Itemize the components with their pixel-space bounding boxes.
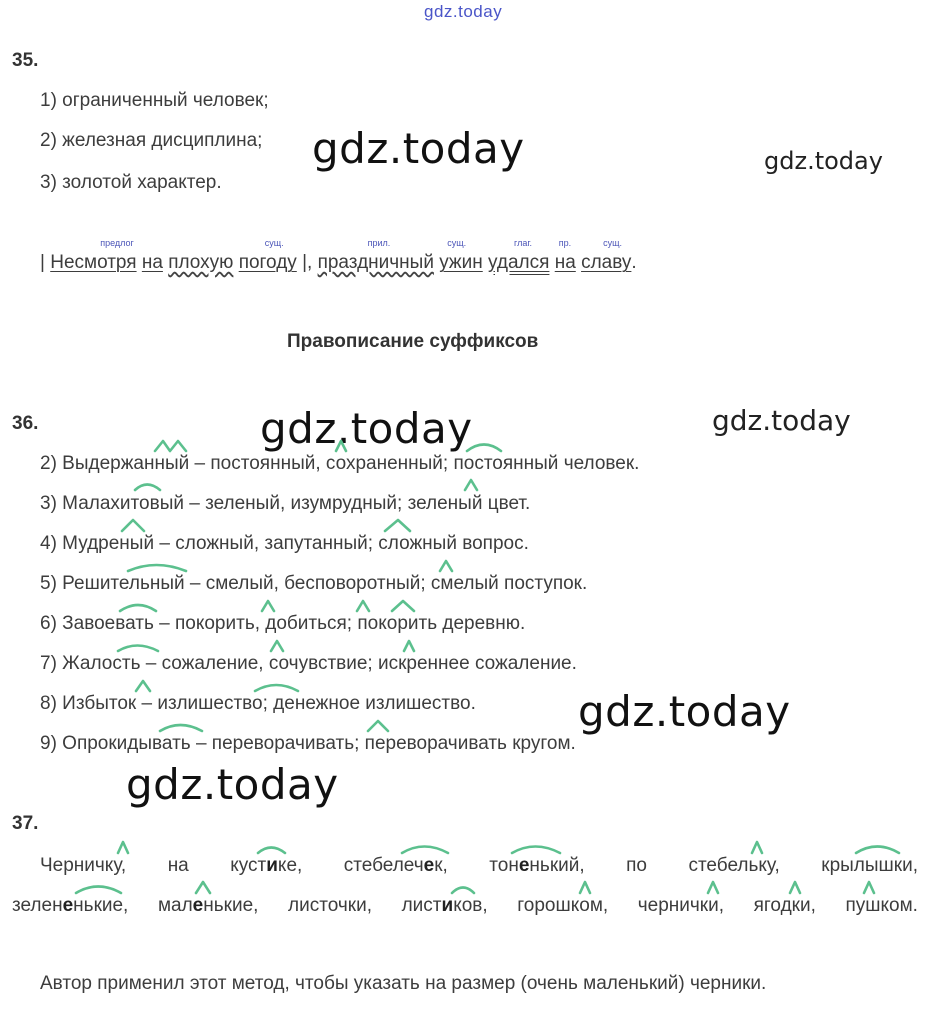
suffix-mark — [368, 721, 388, 731]
list-item: 6) Завоевать – покорить, добиться; покорить деревню. — [40, 613, 526, 634]
word-noun: сущ. славу — [581, 238, 632, 273]
suffix-mark — [392, 601, 414, 611]
pos-tag: сущ. — [447, 238, 467, 248]
pos-tag: прил. — [367, 238, 391, 248]
suffix-mark — [196, 882, 210, 893]
bold-vowel: е — [518, 855, 530, 876]
word-preposition: пр. на — [554, 238, 576, 273]
word-noun: сущ. погоду — [238, 238, 297, 273]
suffix-mark — [465, 480, 477, 490]
watermark-large: gdz.today — [260, 404, 473, 453]
word: стебельку, — [688, 855, 780, 876]
suffix-mark — [76, 887, 121, 894]
word: листиков, — [401, 895, 488, 916]
watermark-large: gdz.today — [578, 687, 791, 736]
suffix-mark — [120, 605, 156, 611]
suffix-mark — [752, 842, 762, 853]
bold-vowel: е — [423, 855, 435, 876]
list-item: 9) Опрокидывать – переворачивать; переворачивать кругом. — [40, 733, 576, 754]
pos-tag: сущ. — [603, 238, 622, 248]
suffix-mark — [122, 520, 144, 531]
word: кустике, — [230, 855, 303, 876]
suffix-mark — [255, 685, 298, 691]
suffix-mark — [708, 882, 718, 893]
watermark-top: gdz.today — [424, 2, 503, 21]
word: горошком, — [517, 895, 609, 916]
word: крылышки, — [821, 855, 918, 876]
word: пушком. — [845, 895, 918, 916]
suffix-mark — [262, 601, 274, 611]
word-adjective: прил. праздничный — [317, 238, 434, 273]
watermark-large: gdz.today — [312, 124, 525, 173]
clause-bar: |, — [302, 252, 313, 273]
word: зелененькие, — [12, 895, 129, 916]
word-subject: сущ. ужин — [439, 238, 483, 273]
exercise-number: 36. — [12, 413, 39, 434]
exercise-number: 37. — [12, 813, 39, 834]
pos-tag: глаг. — [514, 238, 533, 248]
suffix-mark — [440, 561, 452, 571]
word-predicate: глаг. удался — [488, 238, 550, 273]
watermark-medium: gdz.today — [712, 404, 851, 437]
suffix-mark — [258, 848, 285, 854]
list-item: 2) Выдержанный – постоянный, сохраненный; постоянный человек. — [40, 453, 640, 474]
suffix-mark — [580, 882, 590, 893]
clause-bar: | — [40, 252, 45, 273]
parsed-sentence: | предлог Несмотря на плохую сущ. погоду |, прил. праздничный сущ. ужин глаг. удался пр. на сущ. славу. — [40, 238, 637, 273]
bold-vowel: и — [266, 855, 278, 876]
word-adjective: плохую — [168, 252, 234, 273]
bold-vowel: е — [62, 895, 74, 916]
suffix-mark — [512, 847, 560, 854]
list-item: 8) Избыток – излишество; денежное излишество. — [40, 693, 476, 714]
watermark-large: gdz.today — [126, 760, 339, 809]
word: на — [167, 855, 189, 876]
suffix-mark — [402, 847, 448, 854]
suffix-mark — [385, 520, 410, 531]
suffix-mark — [864, 882, 874, 893]
suffix-mark — [790, 882, 800, 893]
suffix-mark — [357, 601, 369, 611]
suffix-mark — [155, 441, 186, 451]
suffix-mark — [128, 565, 186, 571]
section-heading: Правописание суффиксов — [287, 331, 539, 352]
exercise-number: 35. — [12, 50, 39, 71]
suffix-mark — [404, 641, 414, 651]
list-item: 3) золотой характер. — [40, 172, 222, 193]
word: Черничку, — [40, 855, 127, 876]
suffix-mark — [160, 725, 202, 731]
list-item: 2) железная дисциплина; — [40, 130, 263, 151]
suffix-mark — [336, 441, 346, 451]
suffix-mark — [135, 485, 160, 491]
word: листочки, — [288, 895, 372, 916]
list-item: 5) Решительный – смелый, бесповоротный; смелый поступок. — [40, 573, 588, 594]
word: по — [626, 855, 647, 876]
suffix-mark — [118, 842, 128, 853]
suffix-mark — [118, 646, 158, 652]
word: ягодки, — [753, 895, 816, 916]
suffix-mark — [467, 445, 501, 452]
suffix-mark — [271, 641, 283, 651]
list-item: 1) ограниченный человек; — [40, 90, 269, 111]
bold-vowel: е — [192, 895, 204, 916]
pos-tag: сущ. — [264, 238, 284, 248]
word: стебелечек, — [343, 855, 448, 876]
list-item: 4) Мудреный – сложный, запутанный; сложный вопрос. — [40, 533, 529, 554]
list-item: 7) Жалость – сожаление, сочувствие; искреннее сожаление. — [40, 653, 577, 674]
list-item: 3) Малахитовый – зеленый, изумрудный; зеленый цвет. — [40, 493, 531, 514]
word: чернички, — [637, 895, 725, 916]
word-preposition: предлог Несмотря на — [50, 238, 163, 273]
suffix-mark — [136, 681, 150, 691]
conclusion-text: Автор применил этот метод, чтобы указать на размер (очень маленький) черники. — [40, 973, 767, 994]
word: маленькие, — [157, 895, 259, 916]
word: тоненький, — [489, 855, 585, 876]
pos-tag: пр. — [558, 238, 572, 248]
suffix-mark — [452, 888, 474, 894]
bold-vowel: и — [441, 895, 454, 916]
pos-tag: предлог — [100, 238, 134, 248]
watermark-medium: gdz.today — [764, 147, 883, 175]
suffix-mark — [856, 847, 899, 854]
